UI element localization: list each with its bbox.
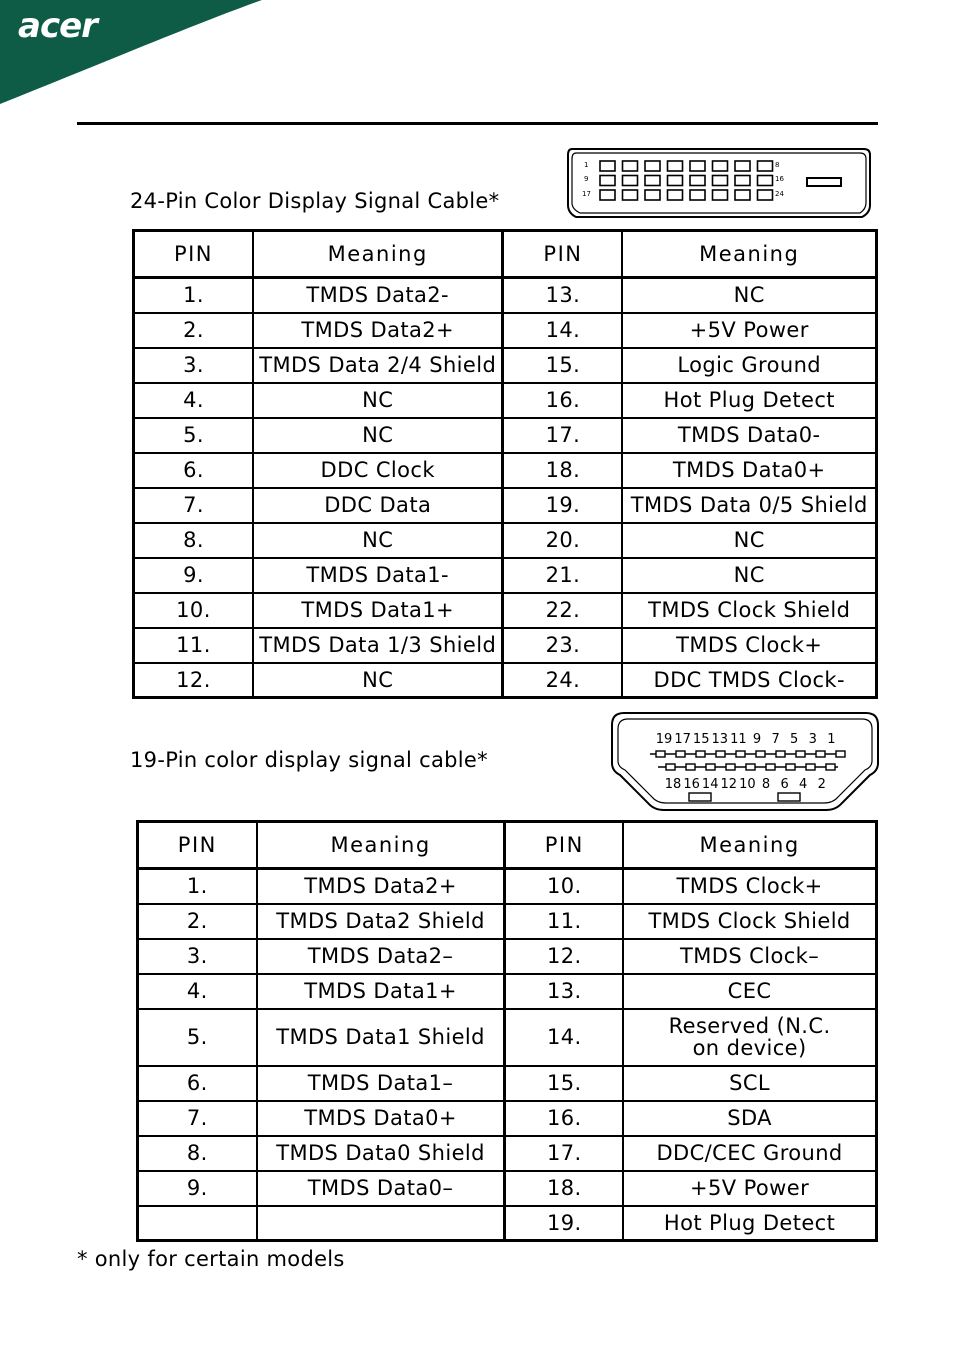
table-row (134, 628, 877, 663)
dvi-pin-label-16: 16 (775, 175, 784, 183)
table-cell: Hot Plug Detect (623, 1206, 876, 1241)
table-cell: Logic Ground (622, 348, 876, 383)
table-cell: 8. (138, 1136, 257, 1171)
table-cell: DDC/CEC Ground (623, 1136, 876, 1171)
header-rule (77, 122, 878, 125)
table-row (138, 1136, 877, 1171)
table-cell: TMDS Data1+ (253, 593, 503, 628)
table-cell: 7. (138, 1101, 257, 1136)
table-cell: TMDS Data2– (257, 939, 505, 974)
footnote: * only for certain models (77, 1247, 345, 1271)
table-row (138, 904, 877, 939)
table-cell: DDC TMDS Clock- (622, 663, 876, 698)
table-cell: TMDS Data1+ (257, 974, 505, 1009)
hdmi-pin-label: 18 (664, 777, 682, 792)
dvi-pin (758, 176, 773, 186)
hdmi-pin (836, 751, 845, 757)
table-cell: 15. (505, 1066, 623, 1101)
hdmi-pin (786, 764, 795, 770)
table-cell: TMDS Data0+ (257, 1101, 505, 1136)
table-row (138, 974, 877, 1009)
table-cell: TMDS Clock+ (623, 869, 876, 904)
table-row (138, 1009, 877, 1066)
table-cell: TMDS Data1– (257, 1066, 505, 1101)
hdmi-pin-label: 2 (817, 777, 826, 792)
column-header: PIN (503, 231, 622, 278)
table-cell: 9. (134, 558, 253, 593)
table-cell: TMDS Clock Shield (622, 593, 876, 628)
table-cell: 19. (505, 1206, 623, 1241)
dvi-pin (690, 190, 705, 200)
dvi-pin-label-17: 17 (582, 190, 591, 198)
hdmi-connector-diagram (610, 711, 880, 812)
table-cell (138, 1206, 257, 1241)
dvi-pin (600, 161, 615, 171)
hdmi-pin-label: 13 (711, 732, 729, 747)
table-header-row (138, 822, 877, 869)
table-cell: 17. (505, 1136, 623, 1171)
table-cell: TMDS Data1- (253, 558, 503, 593)
table-cell: 5. (138, 1009, 257, 1066)
table-cell: TMDS Data 2/4 Shield (253, 348, 503, 383)
hdmi-pin (676, 751, 685, 757)
table-cell: 18. (505, 1171, 623, 1206)
hdmi-pin-label: 16 (683, 777, 700, 792)
table-cell: 6. (138, 1066, 257, 1101)
table-cell: CEC (623, 974, 876, 1009)
hdmi-pin-label: 17 (674, 732, 691, 747)
table-cell: 16. (505, 1101, 623, 1136)
table-cell: SCL (623, 1066, 876, 1101)
header-brand-band (0, 0, 954, 130)
dvi-pin-label-1: 1 (584, 161, 589, 169)
table-cell: 16. (503, 383, 622, 418)
dvi-pin (645, 190, 660, 200)
hdmi-pin-label: 9 (752, 732, 762, 747)
table-cell: Reserved (N.C. on device) (623, 1009, 876, 1066)
table-row (134, 313, 877, 348)
table-cell: 21. (503, 558, 622, 593)
table-row (134, 418, 877, 453)
table-row (134, 383, 877, 418)
table-cell: 3. (134, 348, 253, 383)
table-cell: 20. (503, 523, 622, 558)
table-cell: 19. (503, 488, 622, 523)
table-cell: 2. (138, 904, 257, 939)
table-cell: DDC Data (253, 488, 503, 523)
hdmi-pin (816, 751, 825, 757)
column-header: Meaning (257, 822, 505, 869)
column-header: Meaning (623, 822, 876, 869)
table-cell: 1. (134, 278, 253, 313)
hdmi-pin-label: 6 (780, 777, 789, 792)
table-cell: 12. (505, 939, 623, 974)
hdmi-pin (826, 764, 835, 770)
table-cell: 14. (503, 313, 622, 348)
table-row (138, 1101, 877, 1136)
table-cell: 4. (138, 974, 257, 1009)
hdmi-pin-label: 19 (655, 732, 673, 747)
hdmi-pin-label: 5 (790, 732, 799, 747)
table-row (138, 1066, 877, 1101)
hdmi-pin (696, 751, 705, 757)
hdmi-pin-label: 1 (827, 732, 836, 747)
table-header-row (134, 231, 877, 278)
dvi-pin (735, 176, 750, 186)
column-header: Meaning (622, 231, 876, 278)
table-cell: NC (622, 278, 876, 313)
dvi-connector-diagram (564, 147, 872, 219)
table-cell: NC (253, 418, 503, 453)
hdmi-pin (706, 764, 715, 770)
table-cell: TMDS Data0- (622, 418, 876, 453)
table-row (138, 1171, 877, 1206)
dvi-pin-label-9: 9 (584, 175, 589, 183)
hdmi-pin (716, 751, 725, 757)
dvi-pin (735, 161, 750, 171)
hdmi-pin (726, 764, 735, 770)
dvi-pin (600, 190, 615, 200)
hdmi-pin-label: 8 (761, 777, 771, 792)
dvi-pin (668, 176, 683, 186)
table-cell: SDA (623, 1101, 876, 1136)
table-row (134, 488, 877, 523)
hdmi-pin (796, 751, 805, 757)
table-cell: TMDS Data0 Shield (257, 1136, 505, 1171)
table-cell: 13. (503, 278, 622, 313)
hdmi-pin-label: 11 (730, 732, 747, 747)
table-cell: 11. (134, 628, 253, 663)
hdmi-pin-label: 15 (692, 732, 710, 747)
table-cell: 23. (503, 628, 622, 663)
column-header: PIN (134, 231, 253, 278)
dvi-pin-table (132, 229, 878, 699)
table-cell: +5V Power (623, 1171, 876, 1206)
table-cell: +5V Power (622, 313, 876, 348)
table-cell: 1. (138, 869, 257, 904)
table-cell: NC (253, 663, 503, 698)
hdmi-pin (766, 764, 775, 770)
table-cell: TMDS Data2 Shield (257, 904, 505, 939)
table-row (134, 278, 877, 313)
table-cell: 15. (503, 348, 622, 383)
dvi-pin (713, 190, 728, 200)
table-row (138, 869, 877, 904)
table-cell: TMDS Data2+ (257, 869, 505, 904)
dvi-pin (690, 161, 705, 171)
acer-logo: acer (18, 6, 97, 46)
column-header: Meaning (253, 231, 503, 278)
hdmi-pin (746, 764, 755, 770)
table-row (134, 523, 877, 558)
table-cell: 10. (134, 593, 253, 628)
table-cell: TMDS Data1 Shield (257, 1009, 505, 1066)
dvi-pin (713, 161, 728, 171)
dvi-pin (735, 190, 750, 200)
table-cell: 14. (505, 1009, 623, 1066)
dvi-pin (758, 161, 773, 171)
table-row (134, 663, 877, 698)
table-cell: 17. (503, 418, 622, 453)
table-cell: 11. (505, 904, 623, 939)
table-cell: 6. (134, 453, 253, 488)
table-cell: NC (622, 523, 876, 558)
table-cell: NC (253, 383, 503, 418)
table-cell: 24. (503, 663, 622, 698)
table-row (134, 558, 877, 593)
table-cell: 7. (134, 488, 253, 523)
hdmi-pin (806, 764, 815, 770)
table-cell: 13. (505, 974, 623, 1009)
hdmi-caption: 19-Pin color display signal cable* (130, 748, 488, 772)
table-cell: TMDS Data2+ (253, 313, 503, 348)
hdmi-pin-label: 10 (739, 777, 756, 792)
hdmi-pin (776, 751, 785, 757)
table-cell: 3. (138, 939, 257, 974)
dvi-pin (758, 190, 773, 200)
table-row (134, 453, 877, 488)
dvi-pin (713, 176, 728, 186)
table-cell: TMDS Clock Shield (623, 904, 876, 939)
hdmi-pin (666, 764, 675, 770)
hdmi-pin-label: 4 (799, 777, 808, 792)
table-cell: TMDS Data 1/3 Shield (253, 628, 503, 663)
table-cell: NC (253, 523, 503, 558)
dvi-pin (690, 176, 705, 186)
table-cell: NC (622, 558, 876, 593)
table-cell: TMDS Data0– (257, 1171, 505, 1206)
table-cell: 22. (503, 593, 622, 628)
table-cell: 8. (134, 523, 253, 558)
dvi-pin (623, 190, 638, 200)
table-cell: TMDS Data0+ (622, 453, 876, 488)
table-cell: 5. (134, 418, 253, 453)
hdmi-pin (756, 751, 765, 757)
dvi-pin (600, 176, 615, 186)
table-cell: TMDS Data 0/5 Shield (622, 488, 876, 523)
table-cell: DDC Clock (253, 453, 503, 488)
table-cell: 2. (134, 313, 253, 348)
table-cell: 4. (134, 383, 253, 418)
dvi-caption: 24-Pin Color Display Signal Cable* (130, 189, 500, 213)
hdmi-pin-label: 14 (701, 777, 719, 792)
table-cell: 12. (134, 663, 253, 698)
table-row (138, 939, 877, 974)
table-row (134, 348, 877, 383)
dvi-pin (645, 176, 660, 186)
table-cell: TMDS Clock– (623, 939, 876, 974)
column-header: PIN (505, 822, 623, 869)
table-cell: TMDS Clock+ (622, 628, 876, 663)
hdmi-pin-label: 12 (720, 777, 738, 792)
hdmi-pin (736, 751, 745, 757)
dvi-pin-label-24: 24 (775, 190, 784, 198)
table-cell: Hot Plug Detect (622, 383, 876, 418)
table-cell: 10. (505, 869, 623, 904)
dvi-pin (645, 161, 660, 171)
hdmi-pin (656, 751, 665, 757)
column-header: PIN (138, 822, 257, 869)
dvi-pin (668, 190, 683, 200)
table-cell: TMDS Data2- (253, 278, 503, 313)
hdmi-pin-label: 3 (808, 732, 817, 747)
hdmi-pin-label: 7 (771, 732, 780, 747)
hdmi-pin (686, 764, 695, 770)
dvi-pin (623, 161, 638, 171)
hdmi-pin-table (136, 820, 878, 1242)
table-row (138, 1206, 877, 1241)
table-cell (257, 1206, 505, 1241)
table-cell: 18. (503, 453, 622, 488)
table-cell: 9. (138, 1171, 257, 1206)
table-row (134, 593, 877, 628)
dvi-pin (668, 161, 683, 171)
dvi-pin-label-8: 8 (775, 161, 780, 169)
dvi-pin (623, 176, 638, 186)
